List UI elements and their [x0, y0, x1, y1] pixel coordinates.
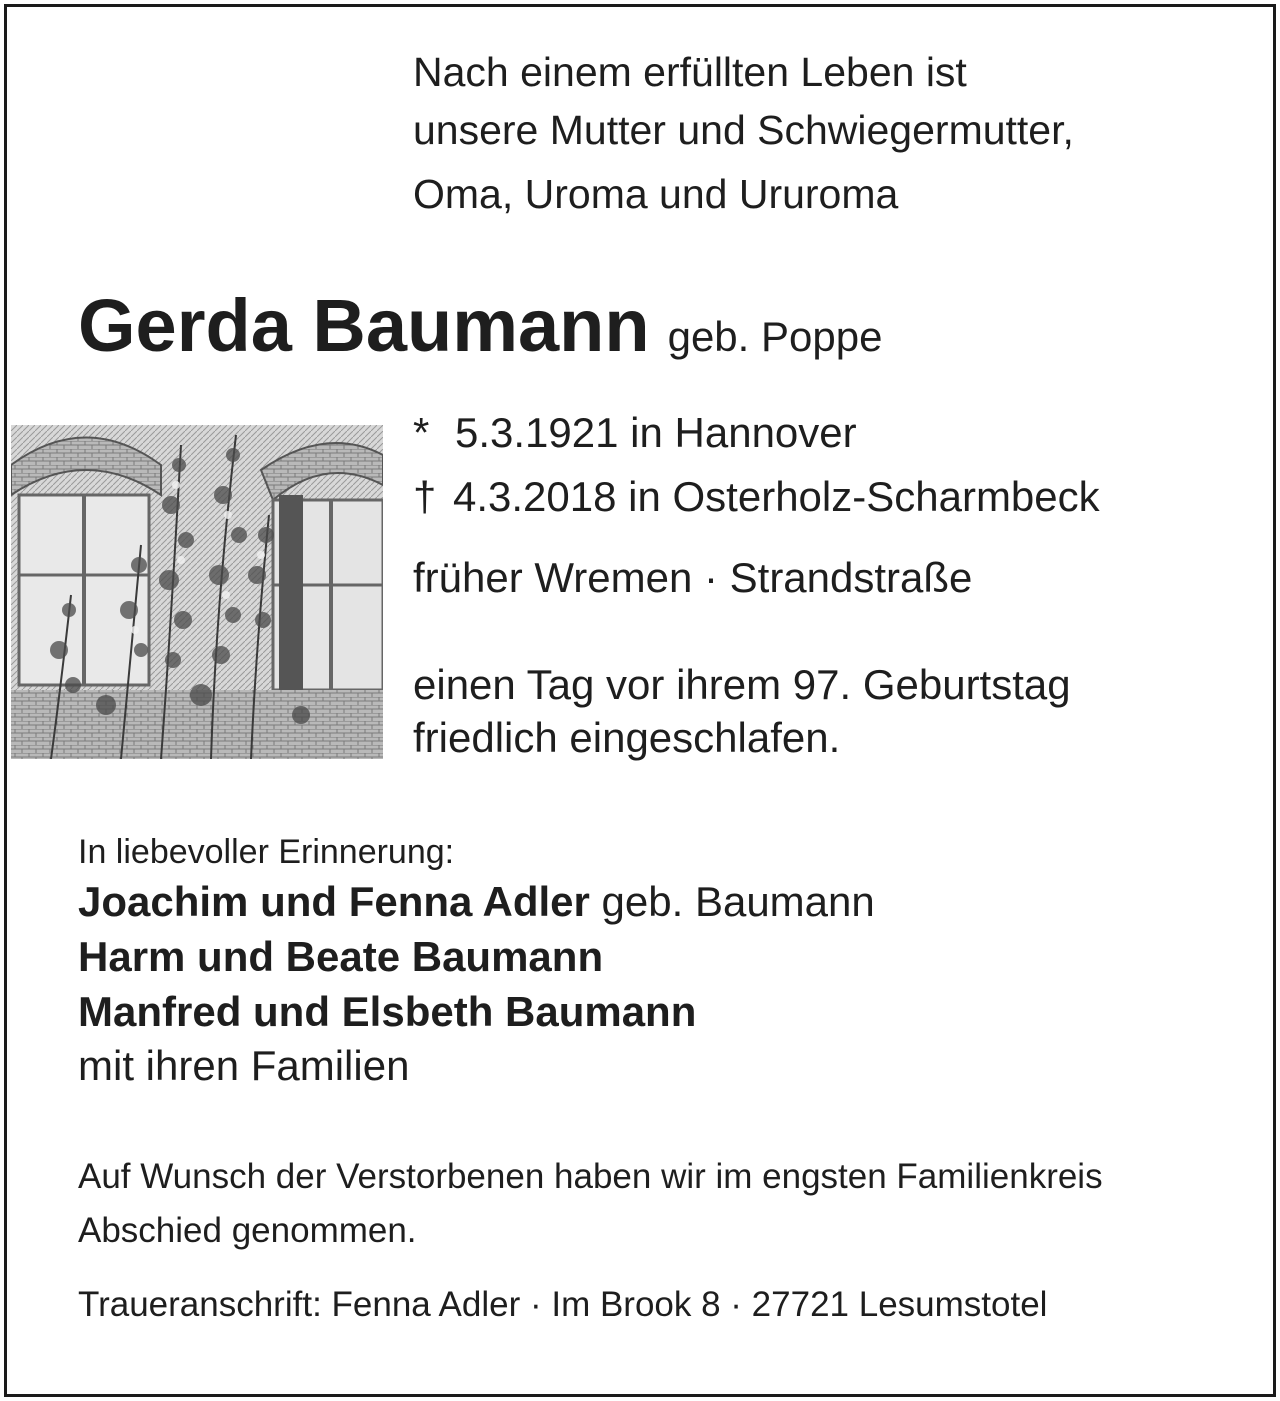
mourner-name: Harm und Beate Baumann	[78, 933, 604, 980]
intro-line-2: unsere Mutter und Schwiegermutter,	[413, 107, 1074, 153]
death-line	[413, 472, 1100, 522]
mourner-name: Joachim und Fenna Adler	[78, 878, 590, 925]
memory-label: In liebevoller Erinnerung:	[78, 833, 455, 871]
death-date: 4.3.2018 in Osterholz-Scharmbeck	[453, 473, 1100, 520]
deceased-name-line	[78, 283, 882, 368]
condolence-address: Traueranschrift: Fenna Adler · Im Brook 8 · 27721 Lesumstotel	[78, 1285, 1048, 1324]
house-window-illustration	[11, 425, 383, 759]
passing-line-2: friedlich eingeschlafen.	[413, 714, 841, 761]
deceased-name: Gerda Baumann	[78, 284, 650, 367]
mourner-entry	[78, 877, 875, 927]
mourner-suffix: geb. Baumann	[601, 878, 875, 925]
passing-line-1: einen Tag vor ihrem 97. Geburtstag	[413, 661, 1071, 708]
birth-line	[413, 408, 857, 458]
mourner-entry	[78, 987, 696, 1037]
intro-line-3: Oma, Uroma und Ururoma	[413, 171, 899, 217]
mourner-name: Manfred und Elsbeth Baumann	[78, 988, 697, 1035]
birth-symbol: *	[413, 409, 430, 456]
mourner-closing: mit ihren Familien	[78, 1042, 410, 1089]
death-symbol: †	[413, 473, 437, 520]
intro-line-1: Nach einem erfüllten Leben ist	[413, 49, 967, 95]
former-residence: früher Wremen · Strandstraße	[413, 554, 973, 601]
mourner-entry	[78, 932, 603, 982]
note-line-2: Abschied genommen.	[78, 1211, 417, 1250]
birth-date: 5.3.1921 in Hannover	[455, 409, 857, 456]
maiden-name: geb. Poppe	[667, 313, 883, 360]
note-line-1: Auf Wunsch der Verstorbenen haben wir im engsten Familienkreis	[78, 1157, 1103, 1196]
